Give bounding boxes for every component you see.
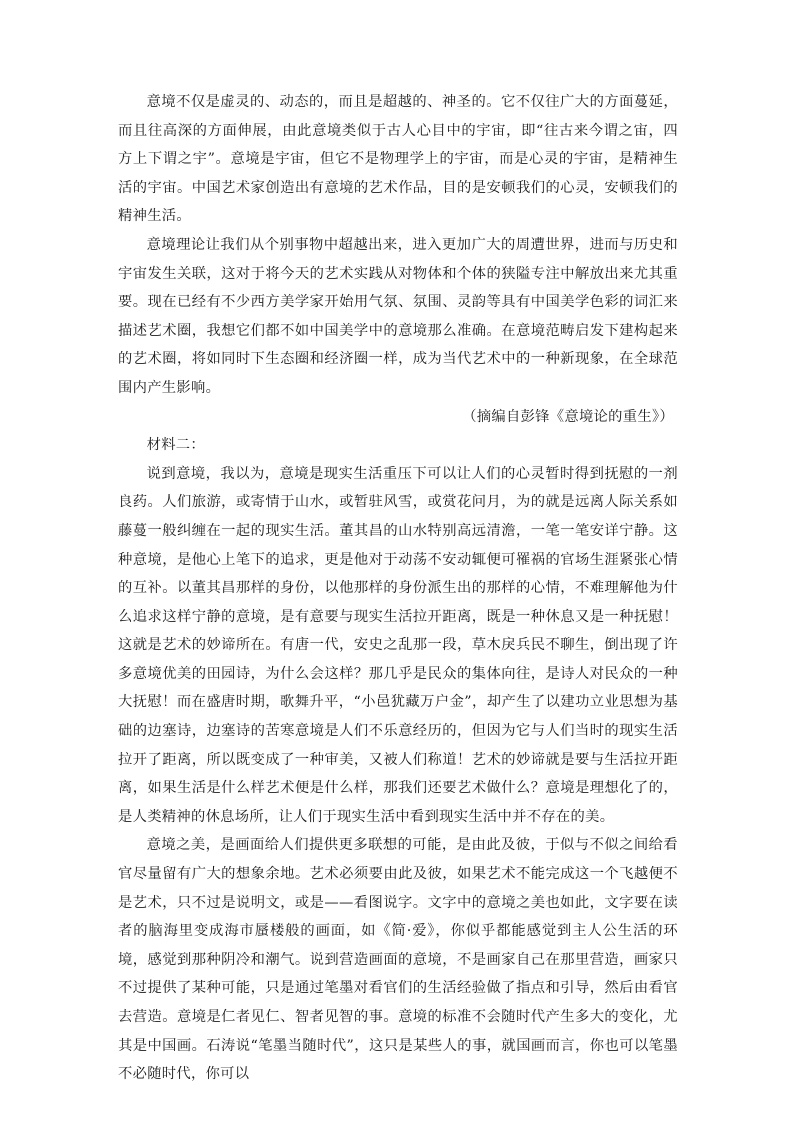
article-paragraph-2: 意境理论让我们从个别事物中超越出来，进入更加广大的周遭世界，进而与历史和宇宙发生关联，这对于将今天的艺术实践从对物体和个体的狭隘专注中解放出来尤其重要。现在已经有不少西方美学家开始用气氛、氛围、灵韵等具有中国美学色彩的词汇来描述艺术圈，我想它们都不如中国美学中的意境那么准确。在意境范畴启发下建构起来的艺术圈，将如同时下生态圈和经济圈一样，成为当代艺术中的一种新现象，在全球范围内产生影响。: [118, 236, 678, 396]
material-2-heading: 材料二：: [146, 437, 205, 454]
material-2-paragraph-2: 意境之美，是画面给人们提供更多联想的可能，是由此及彼，于似与不似之间给看官尽量留有广大的想象余地。艺术必须要由此及彼，如果艺术不能完成这一个飞越便不是艺术，只不过是说明文，或是——看图说字。文字中的意境之美也如此，文字要在读者的脑海里变成海市蜃楼般的画面，如《简·爱》，你似乎都能感觉到主人公生活的环境，感觉到那种阴冷和潮气。说到营造画面的意境，不是画家自己在那里营造，画家只不过提供了某种可能，只是通过笔墨对看官们的生活经验做了指点和引导，然后由看官去营造。意境是仁者见仁、智者见智的事。意境的标准不会随时代产生多大的变化，尤其是中国画。石涛说“笔墨当随时代”，这只是某些人的事，就国画而言，你也可以笔墨不必随时代，你可以: [118, 837, 678, 1083]
document-page: [118, 88, 678, 1089]
source-citation: （摘编自彭锋《意境论的重生》）: [462, 408, 674, 425]
article-paragraph-1: 意境不仅是虚灵的、动态的，而且是超越的、神圣的。它不仅往广大的方面蔓延，而且往高深的方面伸展，由此意境类似于古人心目中的宇宙，即“往古来今谓之宙，四方上下谓之宇”。意境是宇宙，但它不是物理学上的宇宙，而是心灵的宇宙，是精神生活的宇宙。中国艺术家创造出有意境的艺术作品，目的是安顿我们的心灵，安顿我们的精神生活。: [118, 94, 678, 225]
material-2-paragraph-1: 说到意境，我以为，意境是现实生活重压下可以让人们的心灵暂时得到抚慰的一剂良药。人们旅游，或寄情于山水，或暂驻风雪，或赏花问月，为的就是远离人际关系如藤蔓一般纠缠在一起的现实生活。董其昌的山水特别高远清澹，一笔一笔安详宁静。这种意境，是他心上笔下的追求，更是他对于动荡不安动辄便可罹祸的官场生涯紧张心情的互补。以董其昌那样的身份，以他那样的身份派生出的那样的心情，不难理解他为什么追求这样宁静的意境，是有意要与现实生活拉开距离，既是一种休息又是一种抚慰！这就是艺术的妙谛所在。有唐一代，安史之乱那一段，草木戾兵民不聊生，倒出现了许多意境优美的田园诗，为什么会这样？那几乎是民众的集体向往，是诗人对民众的一种大抚慰！而在盛唐时期，歌舞升平，“小邑犹藏万户金”，却产生了以建功立业思想为基础的边塞诗，边塞诗的苦寒意境是人们不乐意经历的，但因为它与人们当时的现实生活拉开了距离，所以既变成了一种审美，又被人们称道！艺术的妙谛就是要与生活拉开距离，如果生活是什么样艺术便是什么样，那我们还要艺术做什么？意境是理想化了的，是人类精神的休息场所，让人们于现实生活中看到现实生活中并不存在的美。: [118, 465, 678, 825]
